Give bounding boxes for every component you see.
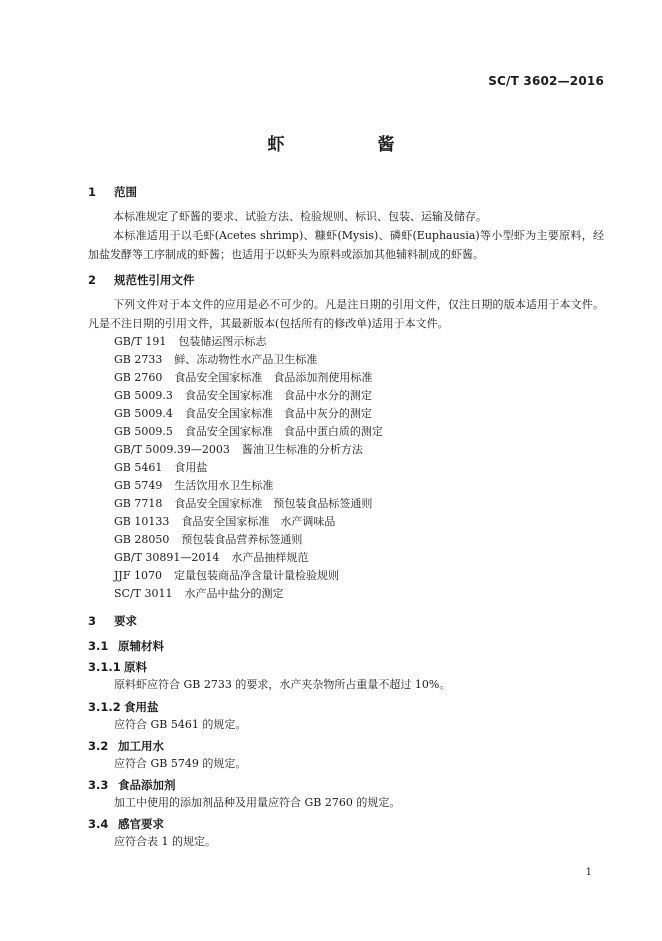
reference-item	[114, 585, 284, 601]
reference-title: 包装储运图示标志	[178, 335, 267, 348]
reference-code: GB 5009.5	[114, 425, 173, 438]
reference-code: JJF 1070	[114, 569, 162, 582]
reference-title: 鲜、冻动物性水产品卫生标准	[174, 353, 318, 366]
subsection-title: 原辅材料	[118, 639, 164, 653]
reference-code: GB 10133	[114, 515, 170, 528]
reference-title: 食品安全国家标准 食品添加剂使用标准	[174, 371, 373, 384]
reference-code: GB 5009.4	[114, 407, 173, 420]
reference-title: 食品安全国家标准 食品中灰分的测定	[184, 407, 372, 420]
subsection-title: 食品添加剂	[118, 778, 176, 792]
reference-item	[114, 495, 372, 511]
subsection-title: 食用盐	[124, 700, 159, 714]
reference-item	[114, 441, 363, 457]
subsection-title: 原料	[124, 660, 147, 674]
section-number: 2	[88, 273, 97, 287]
reference-code: GB 2733	[114, 353, 163, 366]
subsection-title: 加工用水	[118, 739, 164, 753]
reference-item	[114, 405, 372, 421]
reference-title: 食用盐	[174, 461, 208, 474]
normative-refs-intro: 下列文件对于本文件的应用是必不可少的。凡是注日期的引用文件，仅注日期的版本适用于本文件。凡是不注日期的引用文件，其最新版本(包括所有的修改单)适用于本文件。	[88, 298, 604, 330]
reference-code: GB/T 30891—2014	[114, 551, 220, 564]
reference-item	[114, 531, 302, 547]
reference-title: 预包装食品营养标签通则	[181, 533, 303, 546]
reference-title: 水产品抽样规范	[231, 551, 309, 564]
reference-code: GB/T 5009.39—2003	[114, 443, 230, 456]
reference-title: 食品安全国家标准 食品中水分的测定	[184, 389, 372, 402]
section-title: 范围	[114, 185, 137, 199]
subsection-number: 3.3	[88, 778, 109, 792]
reference-title: 生活饮用水卫生标准	[174, 479, 274, 492]
subsection-number: 3.1	[88, 639, 109, 653]
subsection-text: 原料虾应符合 GB 2733 的要求，水产夹杂物所占重量不超过 10%。	[114, 678, 451, 691]
subsection-title: 感官要求	[118, 817, 164, 831]
subsection-text: 应符合 GB 5461 的规定。	[114, 718, 247, 731]
reference-title: 酱油卫生标准的分析方法	[241, 443, 363, 456]
reference-code: GB 5009.3	[114, 389, 173, 402]
subsection-heading-edible-salt	[88, 699, 159, 715]
reference-title: 水产品中盐分的测定	[184, 587, 284, 600]
subsection-text: 应符合表 1 的规定。	[114, 835, 216, 848]
reference-item	[114, 423, 383, 439]
reference-code: GB 5461	[114, 461, 163, 474]
subsection-heading-raw-materials	[88, 638, 164, 654]
reference-code: SC/T 3011	[114, 587, 173, 600]
subsection-heading-raw-material	[88, 659, 147, 675]
section-heading-scope	[88, 184, 137, 200]
scope-paragraph-1: 本标准规定了虾酱的要求、试验方法、检验规则、标识、包装、运输及储存。	[113, 210, 487, 223]
subsection-heading-food-additives	[88, 777, 176, 793]
reference-code: GB 7718	[114, 497, 163, 510]
reference-title: 食品安全国家标准 预包装食品标签通则	[174, 497, 373, 510]
reference-code: GB/T 191	[114, 335, 167, 348]
subsection-text: 应符合 GB 5749 的规定。	[114, 757, 247, 770]
subsection-number: 3.4	[88, 817, 109, 831]
reference-code: GB 28050	[114, 533, 170, 546]
reference-item	[114, 333, 266, 349]
reference-item	[114, 513, 335, 529]
page-number: 1	[585, 867, 592, 878]
subsection-text: 加工中使用的添加剂品种及用量应符合 GB 2760 的规定。	[114, 796, 401, 809]
subsection-heading-process-water	[88, 738, 164, 754]
reference-item	[114, 369, 372, 385]
section-title: 规范性引用文件	[114, 273, 195, 287]
reference-title: 食品安全国家标准 水产调味品	[181, 515, 336, 528]
section-title: 要求	[114, 614, 137, 628]
document-title: 虾 酱	[267, 135, 433, 155]
subsection-number: 3.1.1	[88, 660, 121, 674]
section-heading-requirements	[88, 613, 137, 629]
reference-code: GB 2760	[114, 371, 163, 384]
reference-item	[114, 477, 273, 493]
reference-item	[114, 459, 207, 475]
subsection-heading-sensory	[88, 816, 164, 832]
subsection-number: 3.1.2	[88, 700, 121, 714]
section-number: 3	[88, 614, 97, 628]
section-heading-normative-refs	[88, 272, 195, 288]
reference-item	[114, 567, 339, 583]
reference-title: 定量包装商品净含量计量检验规则	[173, 569, 339, 582]
reference-item	[114, 549, 308, 565]
subsection-number: 3.2	[88, 739, 109, 753]
reference-item	[114, 351, 317, 367]
section-number: 1	[88, 185, 97, 199]
reference-code: GB 5749	[114, 479, 163, 492]
reference-title: 食品安全国家标准 食品中蛋白质的测定	[184, 425, 383, 438]
reference-item	[114, 387, 372, 403]
scope-paragraph-2: 本标准适用于以毛虾(Acetes shrimp)、糠虾(Mysis)、磷虾(Euphausia)等小型虾为主要原料，经加盐发酵等工序制成的虾酱；也适用于以虾头为原料或添加其他辅料制成的虾酱。	[88, 229, 604, 261]
standard-code: SC/T 3602—2016	[488, 74, 604, 88]
